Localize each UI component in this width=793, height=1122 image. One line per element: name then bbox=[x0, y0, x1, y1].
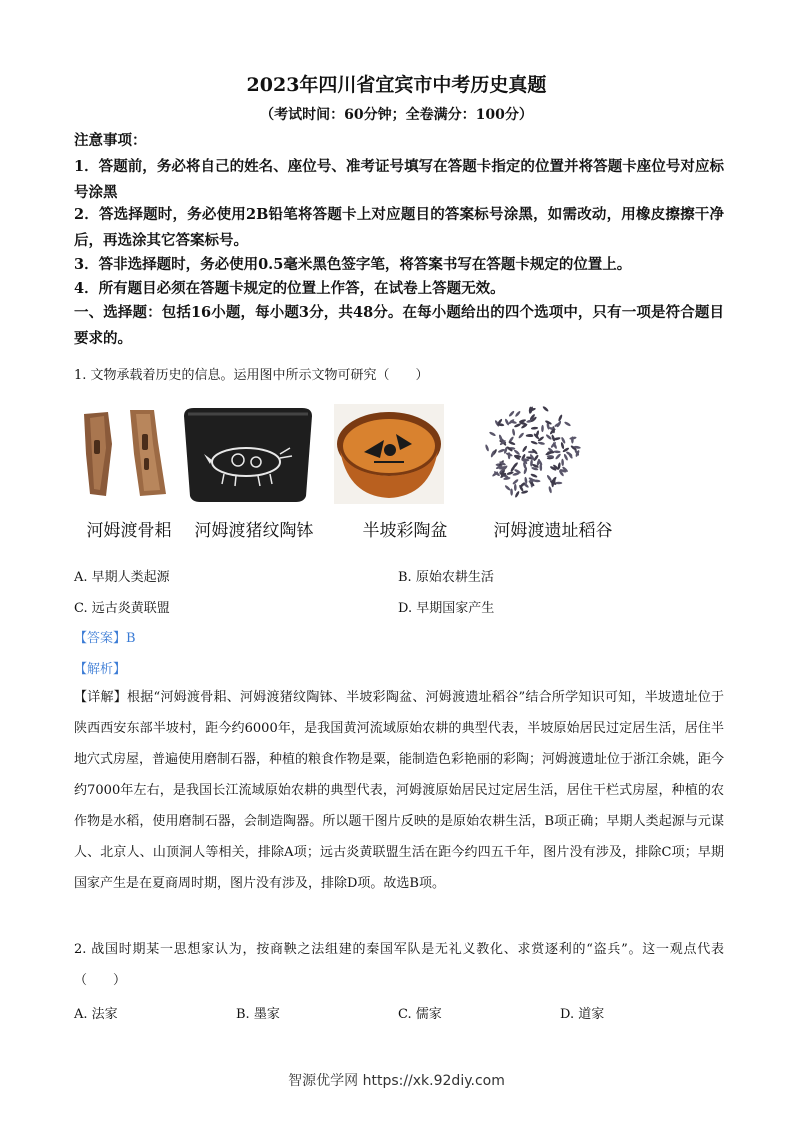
notice-item-1: 1．答题前，务必将自己的姓名、座位号、准考证号填写在答题卡指定的位置并将答题卡座位号对应标号涂黑 bbox=[74, 158, 724, 201]
caption-rice-grains: 河姆渡遗址稻谷 bbox=[493, 521, 613, 541]
notice-item-3: 3．答非选择题时，务必使用0.5毫米黑色签字笔，将答案书写在答题卡规定的位置上。 bbox=[74, 256, 632, 273]
q1-option-c: C. 远古炎黄联盟 bbox=[74, 601, 170, 616]
q1-option-a: A. 早期人类起源 bbox=[74, 570, 170, 585]
section-heading: 一、选择题：包括16小题，每小题3分，共48分。在每小题给出的四个选项中，只有一项是符合题目要求的。 bbox=[74, 304, 724, 347]
q2-option-a: A. 法家 bbox=[74, 1007, 118, 1022]
q2-option-b: B. 墨家 bbox=[236, 1007, 280, 1022]
caption-banpo-basin: 半坡彩陶盆 bbox=[362, 521, 448, 541]
q1-answer: 【答案】B bbox=[74, 631, 136, 646]
footer-watermark: 智源优学网 https://xk.92diy.com bbox=[288, 1073, 505, 1089]
caption-bone-plough: 河姆渡骨耜 bbox=[86, 521, 172, 541]
q2-option-d: D. 道家 bbox=[560, 1007, 605, 1022]
caption-pig-bowl: 河姆渡猪纹陶钵 bbox=[194, 521, 314, 541]
notice-item-4: 4．所有题目必须在答题卡规定的位置上作答，在试卷上答题无效。 bbox=[74, 280, 505, 297]
q1-option-b: B. 原始农耕生活 bbox=[398, 570, 494, 585]
notice-item-2: 2．答选择题时，务必使用2B铅笔将答题卡上对应题目的答案标号涂黑，如需改动，用橡皮擦擦干净后，再选涂其它答案标号。 bbox=[74, 206, 724, 249]
question-1-stem: 1. 文物承载着历史的信息。运用图中所示文物可研究（ ） bbox=[74, 368, 429, 383]
q1-analysis-label: 【解析】 bbox=[74, 662, 127, 677]
notice-heading: 注意事项： bbox=[74, 132, 147, 149]
page-subtitle: （考试时间：60分钟；全卷满分：100分） bbox=[260, 107, 533, 123]
artifact-image-banpo-basin bbox=[334, 404, 444, 504]
artifact-image-bone-plough bbox=[78, 404, 170, 500]
q1-detail: 【详解】根据“河姆渡骨耜、河姆渡猪纹陶钵、半坡彩陶盆、河姆渡遗址稻谷”结合所学知识可知，半坡遗址位于陕西西安东部半坡村，距今约6000年，是我国黄河流域原始农耕的典型代表，半坡原始居民过定居生活，居住半地穴式房屋，普遍使用磨制石器，种植的粮食作物是粟，能制造色彩艳丽的彩陶；河姆渡遗址位于浙江余姚，距今约7000年左右，是我国长江流域原始农耕的典型代表，河姆渡原始居民过定居生活，居住干栏式房屋，种植的农作物是水稻，使用磨制石器，会制造陶器。所以题干图片反映的是原始农耕生活，B项正确；早期人类起源与元谋人、北京人、山顶洞人等相关，排除A项；远古炎黄联盟生活在距今约四五千年，图片没有涉及，排除C项；早期国家产生是在夏商周时期，图片没有涉及，排除D项。故选B项。 bbox=[74, 690, 725, 891]
question-2-stem: 2. 战国时期某一思想家认为，按商鞅之法组建的秦国军队是无礼义教化、求赏逐利的“盗兵”。这一观点代表（ ） bbox=[74, 942, 724, 988]
page-title: 2023年四川省宜宾市中考历史真题 bbox=[246, 74, 547, 96]
artifact-image-rice-grains bbox=[482, 402, 582, 502]
q2-option-c: C. 儒家 bbox=[398, 1007, 442, 1022]
artifact-image-pig-bowl bbox=[180, 404, 316, 504]
q1-option-d: D. 早期国家产生 bbox=[398, 601, 495, 616]
